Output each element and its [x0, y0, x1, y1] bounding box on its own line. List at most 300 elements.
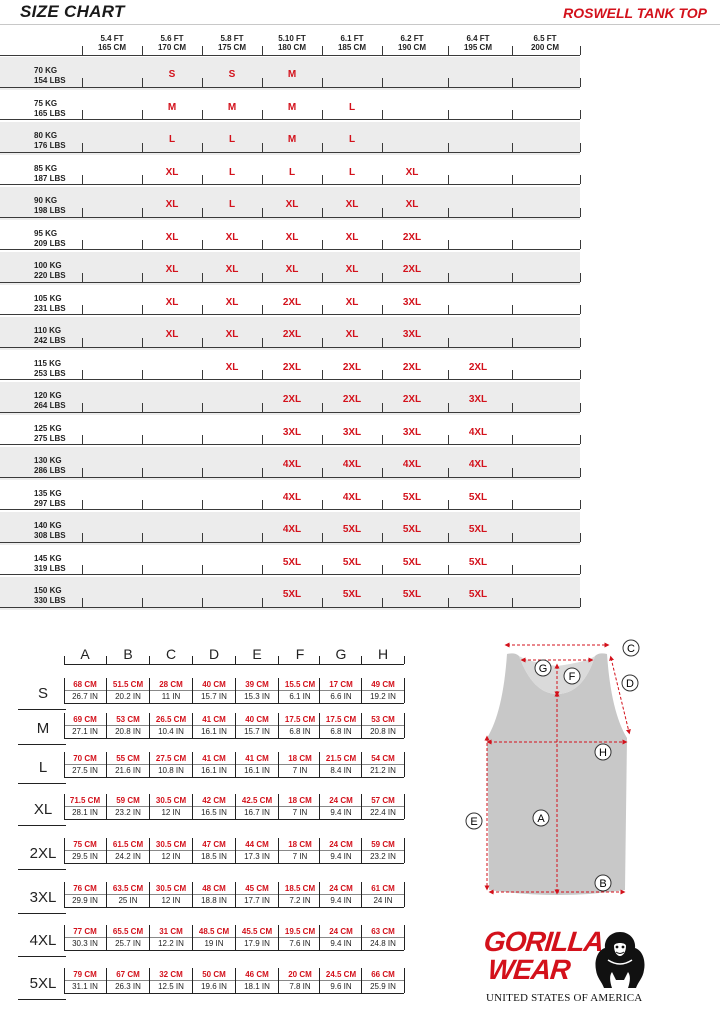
measure-header-line	[64, 664, 404, 665]
measure-mid-line	[64, 806, 404, 807]
measure-col-sep	[278, 968, 279, 993]
grid-tick	[322, 208, 323, 217]
grid-tick	[322, 175, 323, 184]
measure-in: 19.2 IN	[370, 692, 396, 701]
size-cell: 2XL	[282, 296, 302, 308]
svg-text:B: B	[599, 878, 607, 890]
grid-tick	[580, 240, 581, 249]
measure-col-sep	[404, 794, 405, 819]
measure-row-line	[64, 819, 404, 820]
measure-col-sep	[235, 752, 236, 777]
size-cell: 2XL	[282, 329, 302, 340]
grid-tick	[262, 78, 263, 87]
measure-col-sep	[106, 794, 107, 819]
measure-col-sep	[235, 968, 236, 993]
measure-in: 11 IN	[161, 692, 181, 701]
measure-col-sep	[192, 713, 193, 738]
size-cell: L	[348, 134, 356, 145]
measure-cm: 71.5 CM	[69, 796, 101, 805]
measure-cm: 24 CM	[329, 927, 353, 936]
measure-col-sep	[278, 882, 279, 907]
height-header	[515, 34, 575, 52]
weight-lbs: 286 LBS	[34, 466, 66, 475]
weight-label	[34, 294, 66, 314]
height-cm: 200 CM	[530, 43, 559, 52]
weight-lbs: 330 LBS	[34, 596, 66, 605]
size-cell: 2XL	[468, 361, 488, 373]
measure-in: 18.5 IN	[201, 852, 227, 861]
measure-in: 20.2 IN	[115, 692, 141, 701]
grid-tick	[262, 110, 263, 119]
grid-tick	[262, 403, 263, 412]
grid-tick	[202, 435, 203, 444]
grid-tick	[202, 403, 203, 412]
size-cell: M	[287, 101, 297, 113]
measure-col-sep	[235, 925, 236, 950]
measure-row-line	[64, 863, 404, 864]
size-cell: 3XL	[402, 296, 422, 308]
size-cell: 2XL	[402, 361, 422, 373]
grid-tick	[382, 273, 383, 282]
size-cell: XL	[165, 199, 179, 210]
label-e-marker	[466, 813, 482, 829]
grid-tick	[142, 338, 143, 347]
measure-col-sep	[361, 794, 362, 819]
grid-tick	[142, 565, 143, 574]
measure-size-label: M	[36, 720, 50, 737]
grid-tick	[580, 598, 581, 607]
grid-tick	[322, 305, 323, 314]
measure-col-sep	[149, 968, 150, 993]
size-cell: XL	[345, 264, 359, 275]
measure-cm: 30.5 CM	[155, 796, 187, 805]
size-cell: 2XL	[342, 361, 362, 373]
size-label-underline	[18, 744, 66, 745]
svg-text:E: E	[470, 816, 478, 828]
weight-label	[34, 196, 66, 216]
measure-col-sep	[361, 925, 362, 950]
size-cell: 4XL	[282, 459, 302, 470]
grid-tick	[142, 468, 143, 477]
grid-tick	[82, 143, 83, 152]
grid-tick	[262, 273, 263, 282]
label-c-marker	[623, 640, 639, 656]
size-cell: 5XL	[282, 589, 302, 600]
height-ft: 5.6 FT	[160, 34, 184, 43]
grid-tick	[580, 338, 581, 347]
grid-tick	[322, 240, 323, 249]
grid-tick	[142, 46, 143, 55]
measure-in: 12 IN	[161, 808, 181, 817]
grid-tick	[580, 175, 581, 184]
measure-col-sep	[278, 838, 279, 863]
measure-col-sep	[192, 678, 193, 703]
row-divider	[0, 314, 580, 315]
grid-tick	[580, 403, 581, 412]
measure-cm: 51.5 CM	[112, 680, 144, 689]
grid-tick	[382, 338, 383, 347]
measure-col-sep	[404, 678, 405, 703]
measure-in: 27.1 IN	[72, 727, 98, 736]
grid-tick	[142, 110, 143, 119]
measure-col-sep	[64, 752, 65, 777]
size-cell: L	[228, 199, 236, 210]
height-cm: 185 CM	[337, 43, 366, 52]
measure-cm: 68 CM	[73, 680, 97, 689]
weight-kg: 75 KG	[34, 98, 58, 108]
measure-col-sep	[192, 925, 193, 950]
grid-tick	[262, 500, 263, 509]
height-header	[202, 34, 262, 52]
grid-tick	[262, 565, 263, 574]
size-cell: XL	[345, 296, 359, 308]
grid-tick	[448, 598, 449, 607]
grid-tick	[262, 143, 263, 152]
grid-tick	[580, 565, 581, 574]
weight-label	[34, 99, 66, 119]
measure-cm: 53 CM	[371, 715, 395, 724]
measure-in: 26.7 IN	[72, 692, 98, 701]
grid-tick	[202, 565, 203, 574]
grid-tick	[142, 305, 143, 314]
size-cell: L	[348, 101, 356, 113]
grid-tick	[448, 143, 449, 152]
grid-tick	[142, 435, 143, 444]
measure-in: 6.8 IN	[289, 727, 311, 736]
grid-tick	[322, 598, 323, 607]
grid-tick	[262, 208, 263, 217]
measure-col-sep	[106, 968, 107, 993]
label-g-marker	[535, 660, 551, 676]
measure-in: 15.7 IN	[244, 727, 270, 736]
size-cell: 4XL	[342, 459, 362, 470]
measure-in: 16.1 IN	[201, 727, 227, 736]
tank-top-illustration	[455, 632, 655, 902]
measure-in: 23.2 IN	[370, 852, 396, 861]
measure-mid-line	[64, 690, 404, 691]
size-cell: M	[287, 69, 297, 80]
size-cell: 5XL	[402, 524, 422, 535]
measure-in: 20.8 IN	[370, 727, 396, 736]
grid-tick	[448, 468, 449, 477]
measure-col-sep	[106, 713, 107, 738]
brand-logo	[484, 928, 704, 1018]
row-divider	[0, 184, 580, 185]
measure-cm: 21.5 CM	[325, 754, 357, 763]
measure-cm: 18.5 CM	[284, 884, 316, 893]
grid-tick	[202, 240, 203, 249]
measure-cm: 40 CM	[202, 680, 226, 689]
height-cm: 195 CM	[463, 43, 492, 52]
measure-in: 25.9 IN	[370, 982, 396, 991]
measure-col-sep	[235, 713, 236, 738]
grid-tick	[82, 338, 83, 347]
size-label-underline	[18, 956, 66, 957]
size-cell: XL	[165, 296, 179, 308]
size-cell: L	[348, 166, 356, 178]
measure-cm: 54 CM	[371, 754, 395, 763]
measure-cm: 24 CM	[329, 840, 353, 849]
row-divider	[0, 477, 580, 478]
grid-tick	[512, 305, 513, 314]
size-cell: 4XL	[282, 524, 302, 535]
grid-tick	[202, 208, 203, 217]
grid-tick	[448, 46, 449, 55]
measure-cm: 48 CM	[202, 884, 226, 893]
measure-tick	[192, 656, 193, 664]
measure-col-sep	[235, 794, 236, 819]
measure-cm: 18 CM	[288, 754, 312, 763]
grid-tick	[448, 78, 449, 87]
row-divider	[0, 87, 580, 88]
measure-col-sep	[361, 678, 362, 703]
grid-tick	[322, 143, 323, 152]
measure-in: 10.8 IN	[158, 766, 184, 775]
size-cell: 5XL	[342, 556, 362, 568]
grid-tick	[142, 143, 143, 152]
grid-tick	[448, 565, 449, 574]
weight-lbs: 253 LBS	[34, 368, 66, 378]
grid-tick	[82, 273, 83, 282]
measure-in: 25.7 IN	[115, 939, 141, 948]
measure-cm: 77 CM	[73, 927, 97, 936]
grid-tick	[202, 468, 203, 477]
measure-cm: 61 CM	[371, 884, 395, 893]
logo-tagline: UNITED STATES OF AMERICA	[486, 992, 643, 1004]
size-label-underline	[18, 913, 66, 914]
weight-label	[34, 261, 66, 281]
measure-in: 7.6 IN	[289, 939, 311, 948]
grid-tick	[202, 500, 203, 509]
tank-top-diagram	[455, 632, 655, 902]
grid-tick	[82, 175, 83, 184]
size-cell: 5XL	[342, 589, 362, 600]
measure-cm: 45 CM	[245, 884, 269, 893]
height-ft: 5.4 FT	[100, 34, 124, 43]
row-divider	[0, 444, 580, 445]
weight-label	[34, 586, 66, 606]
measure-size-label: 3XL	[29, 889, 57, 906]
weight-kg: 145 KG	[34, 553, 62, 563]
size-cell: XL	[345, 329, 359, 340]
measure-tick	[64, 656, 65, 664]
weight-lbs: 220 LBS	[34, 271, 66, 280]
measure-col-sep	[64, 925, 65, 950]
grid-tick	[142, 78, 143, 87]
size-cell: 4XL	[342, 491, 362, 503]
measure-col-sep	[278, 713, 279, 738]
measure-cm: 53 CM	[116, 715, 140, 724]
size-cell: XL	[165, 329, 179, 340]
weight-kg: 125 KG	[34, 423, 62, 433]
measure-in: 6.1 IN	[289, 692, 311, 701]
grid-tick	[322, 338, 323, 347]
grid-tick	[580, 435, 581, 444]
grid-tick	[580, 208, 581, 217]
size-cell: 5XL	[402, 556, 422, 568]
grid-tick	[512, 403, 513, 412]
size-cell: 5XL	[468, 491, 488, 503]
measure-cm: 76 CM	[73, 884, 97, 893]
size-cell: XL	[405, 199, 419, 210]
measure-in: 7 IN	[292, 808, 308, 817]
measure-col-sep	[106, 838, 107, 863]
measure-in: 21.2 IN	[370, 766, 396, 775]
label-f-marker	[564, 668, 580, 684]
grid-tick	[382, 208, 383, 217]
measure-col-sep	[361, 882, 362, 907]
weight-lbs: 231 LBS	[34, 303, 66, 313]
measure-col-sep	[64, 713, 65, 738]
svg-text:G: G	[538, 663, 548, 675]
grid-tick	[262, 468, 263, 477]
weight-lbs: 187 LBS	[34, 173, 66, 183]
measure-in: 19 IN	[204, 939, 224, 948]
measure-cm: 28 CM	[159, 680, 183, 689]
grid-tick	[512, 435, 513, 444]
grid-tick	[382, 143, 383, 152]
height-header	[82, 34, 142, 52]
weight-label	[34, 66, 66, 86]
size-cell: XL	[345, 231, 359, 243]
height-ft: 6.1 FT	[340, 34, 364, 43]
measure-in: 16.1 IN	[244, 766, 270, 775]
measure-in: 24.8 IN	[370, 939, 396, 948]
grid-tick	[82, 305, 83, 314]
measure-in: 16.7 IN	[244, 808, 270, 817]
grid-tick	[322, 273, 323, 282]
label-a-marker	[533, 810, 549, 826]
measure-cm: 19.5 CM	[284, 927, 316, 936]
grid-tick	[202, 598, 203, 607]
height-header	[382, 34, 442, 52]
grid-tick	[322, 533, 323, 542]
size-cell: M	[167, 101, 177, 113]
grid-tick	[382, 403, 383, 412]
measure-col-sep	[404, 925, 405, 950]
grid-tick	[322, 110, 323, 119]
label-b-marker	[595, 875, 611, 891]
measure-col-sep	[278, 752, 279, 777]
grid-tick	[82, 370, 83, 379]
measure-in: 9.4 IN	[330, 896, 352, 905]
measure-col-sep	[319, 882, 320, 907]
measure-col-sep	[319, 968, 320, 993]
grid-tick	[142, 500, 143, 509]
grid-tick	[202, 143, 203, 152]
row-divider	[0, 574, 580, 575]
size-cell: 4XL	[468, 459, 488, 470]
measure-cm: 17.5 CM	[284, 715, 316, 724]
grid-tick	[580, 370, 581, 379]
grid-tick	[580, 46, 581, 55]
measure-cm: 18 CM	[288, 796, 312, 805]
measure-col-sep	[149, 752, 150, 777]
measure-cm: 45.5 CM	[241, 927, 273, 936]
height-header	[448, 34, 508, 52]
row-divider	[0, 509, 580, 510]
grid-tick	[580, 143, 581, 152]
measure-cm: 18 CM	[288, 840, 312, 849]
grid-tick	[448, 500, 449, 509]
grid-tick	[82, 598, 83, 607]
logo-line-2: WEAR	[486, 954, 572, 985]
grid-tick	[512, 338, 513, 347]
grid-tick	[448, 435, 449, 444]
measure-cm: 40 CM	[245, 715, 269, 724]
grid-tick	[448, 338, 449, 347]
size-cell: XL	[165, 264, 179, 275]
grid-tick	[142, 273, 143, 282]
weight-label	[34, 359, 66, 379]
size-cell: 2XL	[402, 231, 422, 243]
weight-kg: 110 KG	[34, 326, 62, 335]
measure-in: 23.2 IN	[115, 808, 141, 817]
measure-in: 10.4 IN	[158, 727, 184, 736]
weight-label	[34, 164, 66, 184]
grid-tick	[382, 240, 383, 249]
weight-kg: 100 KG	[34, 261, 62, 270]
weight-label	[34, 489, 66, 509]
measure-size-label: XL	[33, 801, 53, 818]
measure-col-header: E	[252, 646, 262, 662]
measure-cm: 24 CM	[329, 796, 353, 805]
grid-tick	[448, 370, 449, 379]
measure-in: 30.3 IN	[72, 939, 98, 948]
measure-cm: 41 CM	[202, 754, 226, 763]
measure-cm: 79 CM	[73, 970, 97, 979]
row-divider	[0, 379, 580, 380]
page-title: SIZE CHART	[20, 2, 125, 21]
size-cell: XL	[225, 296, 239, 308]
measure-cm: 17 CM	[329, 680, 353, 689]
measure-in: 9.4 IN	[330, 852, 352, 861]
weight-kg: 70 KG	[34, 66, 58, 75]
grid-tick	[82, 500, 83, 509]
grid-tick	[142, 208, 143, 217]
measure-col-sep	[404, 713, 405, 738]
size-cell: L	[288, 166, 296, 178]
measure-row-line	[64, 950, 404, 951]
measure-size-label: 5XL	[29, 975, 57, 992]
measure-col-sep	[149, 838, 150, 863]
measure-size-label: S	[37, 685, 48, 702]
measure-tick	[106, 656, 107, 664]
grid-tick	[142, 598, 143, 607]
size-cell: 4XL	[282, 491, 302, 503]
grid-tick	[382, 598, 383, 607]
measure-cm: 42 CM	[202, 796, 226, 805]
grid-tick	[82, 110, 83, 119]
measure-in: 7 IN	[292, 852, 308, 861]
measure-col-header: B	[123, 646, 133, 662]
grid-tick	[448, 208, 449, 217]
row-divider	[0, 249, 580, 250]
height-cm: 165 CM	[97, 43, 126, 52]
grid-tick	[448, 175, 449, 184]
measure-row-line	[64, 703, 404, 704]
measure-col-sep	[192, 752, 193, 777]
weight-kg: 90 KG	[34, 196, 58, 205]
grid-tick	[322, 500, 323, 509]
measure-in: 12.2 IN	[158, 939, 184, 948]
measure-cm: 48.5 CM	[198, 927, 230, 936]
measure-col-header: F	[295, 646, 305, 662]
measure-tick	[278, 656, 279, 664]
size-label-underline	[18, 783, 66, 784]
grid-tick	[322, 46, 323, 55]
measure-col-sep	[361, 968, 362, 993]
